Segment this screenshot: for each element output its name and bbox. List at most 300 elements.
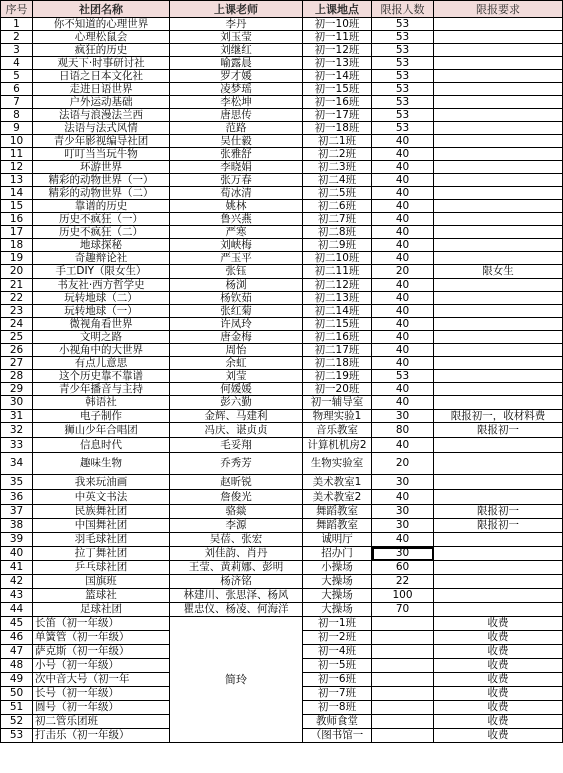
cell-requirement[interactable]: 收费 [434,659,563,673]
cell-club-name[interactable]: 圆号（初一年级） [33,701,170,715]
header-location[interactable]: 上课地点 [303,1,372,18]
cell-index[interactable]: 37 [1,505,33,519]
cell-club-name[interactable]: 初二管乐团班 [33,715,170,729]
cell-requirement[interactable] [434,83,563,96]
cell-limit[interactable]: 53 [372,96,434,109]
cell-club-name[interactable]: 疯狂的历史 [33,44,170,57]
cell-club-name[interactable]: 小视角中的大世界 [33,344,170,357]
cell-club-name[interactable]: 玩转地球（一） [33,305,170,318]
cell-club-name[interactable]: 靠谱的历史 [33,200,170,213]
cell-limit[interactable]: 70 [372,603,434,617]
cell-location[interactable]: 初一16班 [303,96,372,109]
cell-teacher[interactable]: 刘佳韵、肖丹 [170,547,303,561]
cell-index[interactable]: 46 [1,631,33,645]
cell-requirement[interactable] [434,161,563,174]
cell-club-name[interactable]: 奇趣辩论社 [33,252,170,265]
cell-index[interactable]: 15 [1,200,33,213]
cell-index[interactable]: 38 [1,519,33,533]
cell-requirement[interactable] [434,453,563,475]
cell-location[interactable]: 初二4班 [303,174,372,187]
cell-index[interactable]: 2 [1,31,33,44]
cell-location[interactable]: 生物实验室 [303,453,372,475]
header-requirement[interactable]: 限报要求 [434,1,563,18]
cell-club-name[interactable]: 小号（初一年级） [33,659,170,673]
cell-limit[interactable] [372,729,434,743]
cell-teacher[interactable]: 乔秀芳 [170,453,303,475]
cell-index[interactable]: 10 [1,135,33,148]
cell-limit[interactable] [372,631,434,645]
cell-limit[interactable]: 40 [372,226,434,239]
cell-limit[interactable] [372,715,434,729]
cell-requirement[interactable] [434,305,563,318]
cell-limit[interactable]: 40 [372,174,434,187]
cell-club-name[interactable]: 青少年播音与主持 [33,383,170,396]
cell-index[interactable]: 18 [1,239,33,252]
cell-index[interactable]: 36 [1,490,33,505]
cell-requirement[interactable]: 收费 [434,701,563,715]
cell-limit[interactable] [372,687,434,701]
cell-requirement[interactable]: 限女生 [434,265,563,279]
cell-index[interactable]: 17 [1,226,33,239]
cell-teacher[interactable]: 杨济铭 [170,575,303,589]
cell-requirement[interactable]: 收费 [434,729,563,743]
cell-location[interactable]: 初二9班 [303,239,372,252]
cell-location[interactable]: 初二14班 [303,305,372,318]
header-limit[interactable]: 限报人数 [372,1,434,18]
cell-teacher[interactable]: 刘莹 [170,370,303,383]
cell-teacher[interactable]: 荀冰清 [170,187,303,200]
cell-requirement[interactable] [434,279,563,292]
cell-teacher[interactable]: 姚林 [170,200,303,213]
cell-index[interactable]: 20 [1,265,33,279]
cell-requirement[interactable] [434,561,563,575]
cell-index[interactable]: 50 [1,687,33,701]
cell-requirement[interactable] [434,575,563,589]
cell-location[interactable]: 初二19班 [303,370,372,383]
cell-index[interactable]: 33 [1,438,33,453]
cell-requirement[interactable] [434,533,563,547]
cell-requirement[interactable] [434,213,563,226]
cell-requirement[interactable]: 限报初一 [434,423,563,438]
cell-limit[interactable]: 60 [372,561,434,575]
cell-location[interactable]: 初二1班 [303,135,372,148]
cell-index[interactable]: 8 [1,109,33,122]
cell-index[interactable]: 23 [1,305,33,318]
cell-club-name[interactable]: 书友社·西方哲学史 [33,279,170,292]
cell-location[interactable]: 大操场 [303,589,372,603]
cell-location[interactable]: 初二13班 [303,292,372,305]
cell-limit[interactable]: 40 [372,344,434,357]
cell-index[interactable]: 29 [1,383,33,396]
cell-index[interactable]: 19 [1,252,33,265]
cell-location[interactable]: 初二15班 [303,318,372,331]
cell-location[interactable]: 大操场 [303,575,372,589]
cell-limit[interactable]: 30 [372,505,434,519]
cell-requirement[interactable] [434,122,563,135]
cell-requirement[interactable] [434,31,563,44]
cell-index[interactable]: 16 [1,213,33,226]
cell-limit[interactable]: 40 [372,187,434,200]
cell-club-name[interactable]: 足球社团 [33,603,170,617]
cell-location[interactable]: 初二8班 [303,226,372,239]
cell-club-name[interactable]: 历史不疯狂（一） [33,213,170,226]
cell-teacher[interactable]: 刘玉莹 [170,31,303,44]
cell-requirement[interactable]: 收费 [434,687,563,701]
cell-limit[interactable] [372,645,434,659]
cell-requirement[interactable] [434,187,563,200]
cell-index[interactable]: 11 [1,148,33,161]
cell-limit[interactable]: 20 [372,265,434,279]
cell-teacher[interactable]: 唐金梅 [170,331,303,344]
cell-club-name[interactable]: 韩语社 [33,396,170,410]
cell-club-name[interactable]: 信息时代 [33,438,170,453]
cell-index[interactable]: 44 [1,603,33,617]
cell-club-name[interactable]: 萨克斯（初一年级） [33,645,170,659]
cell-location[interactable]: 初二5班 [303,187,372,200]
cell-requirement[interactable]: 限报初一 [434,505,563,519]
cell-location[interactable]: 初二7班 [303,213,372,226]
cell-index[interactable]: 3 [1,44,33,57]
cell-teacher[interactable]: 王莹、黄莉娜、彭明 [170,561,303,575]
cell-index[interactable]: 5 [1,70,33,83]
cell-location[interactable]: 舞蹈教室 [303,505,372,519]
cell-index[interactable]: 12 [1,161,33,174]
cell-limit[interactable]: 30 [372,547,434,561]
cell-club-name[interactable]: 这个历史靠不靠谱 [33,370,170,383]
cell-teacher[interactable]: 赵昕锐 [170,475,303,490]
cell-index[interactable]: 4 [1,57,33,70]
cell-limit[interactable]: 40 [372,490,434,505]
cell-club-name[interactable]: 乒乓球社团 [33,561,170,575]
cell-limit[interactable] [372,673,434,687]
cell-club-name[interactable]: 中国舞社团 [33,519,170,533]
cell-limit[interactable]: 53 [372,18,434,31]
cell-location[interactable]: 初二10班 [303,252,372,265]
cell-location[interactable]: 初二12班 [303,279,372,292]
cell-club-name[interactable]: 玩转地球（二） [33,292,170,305]
cell-limit[interactable]: 30 [372,410,434,423]
cell-club-name[interactable]: 环游世界 [33,161,170,174]
cell-location[interactable]: 初二18班 [303,357,372,370]
cell-requirement[interactable] [434,396,563,410]
cell-location[interactable]: 计算机机房2 [303,438,372,453]
cell-requirement[interactable] [434,383,563,396]
cell-teacher[interactable]: 严玉平 [170,252,303,265]
cell-requirement[interactable] [434,490,563,505]
cell-location[interactable]: 初二6班 [303,200,372,213]
cell-teacher[interactable]: 李丹 [170,18,303,31]
cell-requirement[interactable] [434,547,563,561]
cell-location[interactable]: 美术教室1 [303,475,372,490]
cell-club-name[interactable]: 中英文书法 [33,490,170,505]
header-index[interactable]: 序号 [1,1,33,18]
cell-index[interactable]: 6 [1,83,33,96]
cell-location[interactable]: 舞蹈教室 [303,519,372,533]
cell-teacher[interactable]: 冯庆、谌贞贞 [170,423,303,438]
cell-location[interactable]: 初一4班 [303,645,372,659]
cell-club-name[interactable]: 观天下·时事研讨社 [33,57,170,70]
cell-teacher[interactable]: 张钰 [170,265,303,279]
cell-index[interactable]: 22 [1,292,33,305]
cell-location[interactable]: 初二3班 [303,161,372,174]
cell-teacher[interactable]: 余虹 [170,357,303,370]
cell-limit[interactable]: 22 [372,575,434,589]
cell-requirement[interactable]: 收费 [434,645,563,659]
cell-teacher-merged[interactable]: 简玲 [170,617,303,743]
cell-teacher[interactable]: 喻露晨 [170,57,303,70]
cell-index[interactable]: 1 [1,18,33,31]
cell-location[interactable]: 初一14班 [303,70,372,83]
cell-requirement[interactable] [434,370,563,383]
cell-location[interactable]: 初一12班 [303,44,372,57]
cell-limit[interactable]: 40 [372,148,434,161]
cell-limit[interactable]: 53 [372,122,434,135]
cell-requirement[interactable] [434,226,563,239]
cell-club-name[interactable]: 精彩的动物世界（一） [33,174,170,187]
cell-index[interactable]: 25 [1,331,33,344]
cell-club-name[interactable]: 心理松鼠会 [33,31,170,44]
cell-requirement[interactable] [434,344,563,357]
cell-teacher[interactable]: 刘峡梅 [170,239,303,252]
cell-index[interactable]: 21 [1,279,33,292]
cell-index[interactable]: 40 [1,547,33,561]
cell-limit[interactable]: 40 [372,357,434,370]
cell-requirement[interactable]: 收费 [434,673,563,687]
cell-teacher[interactable]: 许凤玲 [170,318,303,331]
cell-limit[interactable]: 40 [372,331,434,344]
cell-index[interactable]: 48 [1,659,33,673]
cell-requirement[interactable]: 收费 [434,617,563,631]
cell-club-name[interactable]: 拉丁舞社团 [33,547,170,561]
cell-location[interactable]: 初二16班 [303,331,372,344]
cell-club-name[interactable]: 羽毛球社团 [33,533,170,547]
cell-limit[interactable]: 40 [372,252,434,265]
cell-club-name[interactable]: 单簧管（初一年级） [33,631,170,645]
cell-location[interactable]: 初一1班 [303,617,372,631]
cell-limit[interactable]: 100 [372,589,434,603]
cell-club-name[interactable]: 电子制作 [33,410,170,423]
header-teacher[interactable]: 上课老师 [170,1,303,18]
cell-club-name[interactable]: 篮球社 [33,589,170,603]
cell-limit[interactable]: 40 [372,533,434,547]
cell-limit[interactable]: 40 [372,161,434,174]
cell-limit[interactable]: 30 [372,475,434,490]
cell-limit[interactable]: 20 [372,453,434,475]
cell-club-name[interactable]: 地球探秘 [33,239,170,252]
cell-index[interactable]: 7 [1,96,33,109]
cell-index[interactable]: 39 [1,533,33,547]
cell-index[interactable]: 53 [1,729,33,743]
cell-teacher[interactable]: 李晓娟 [170,161,303,174]
cell-club-name[interactable]: 历史不疯狂（二） [33,226,170,239]
cell-requirement[interactable] [434,96,563,109]
cell-teacher[interactable]: 张红菊 [170,305,303,318]
cell-index[interactable]: 47 [1,645,33,659]
cell-teacher[interactable]: 唐思传 [170,109,303,122]
cell-location[interactable]: 初二2班 [303,148,372,161]
cell-teacher[interactable]: 金辉、马建利 [170,410,303,423]
cell-location[interactable]: 物理实验1 [303,410,372,423]
cell-teacher[interactable]: 杨钦茹 [170,292,303,305]
cell-requirement[interactable] [434,589,563,603]
cell-requirement[interactable] [434,200,563,213]
cell-club-name[interactable]: 你不知道的心理世界 [33,18,170,31]
cell-club-name[interactable]: 我来玩油画 [33,475,170,490]
cell-teacher[interactable]: 周怡 [170,344,303,357]
cell-club-name[interactable]: 法语与浪漫法兰西 [33,109,170,122]
cell-requirement[interactable] [434,357,563,370]
cell-requirement[interactable]: 限报初一，收材料费 [434,410,563,423]
cell-limit[interactable]: 40 [372,200,434,213]
cell-location[interactable]: 初一2班 [303,631,372,645]
cell-teacher[interactable]: 李源 [170,519,303,533]
cell-requirement[interactable] [434,70,563,83]
cell-club-name[interactable]: 手工DIY（限女生） [33,265,170,279]
cell-teacher[interactable]: 彭六勤 [170,396,303,410]
cell-club-name[interactable]: 叮叮当当玩牛物 [33,148,170,161]
cell-index[interactable]: 31 [1,410,33,423]
cell-limit[interactable]: 40 [372,135,434,148]
header-club-name[interactable]: 社团名称 [33,1,170,18]
cell-location[interactable]: 小操场 [303,561,372,575]
cell-club-name[interactable]: 民族舞社团 [33,505,170,519]
cell-index[interactable]: 51 [1,701,33,715]
cell-requirement[interactable] [434,174,563,187]
cell-index[interactable]: 34 [1,453,33,475]
cell-location[interactable]: 诚明厅 [303,533,372,547]
cell-club-name[interactable]: 长笛（初一年级） [33,617,170,631]
cell-teacher[interactable]: 瞿忠仪、杨凌、何海洋 [170,603,303,617]
cell-limit[interactable]: 30 [372,519,434,533]
cell-teacher[interactable]: 刘继红 [170,44,303,57]
cell-location[interactable]: 初一18班 [303,122,372,135]
cell-club-name[interactable]: 日语之日本文化社 [33,70,170,83]
cell-limit[interactable]: 53 [372,44,434,57]
cell-teacher[interactable]: 李松坤 [170,96,303,109]
cell-teacher[interactable]: 吴仕毅 [170,135,303,148]
cell-limit[interactable] [372,659,434,673]
cell-requirement[interactable]: 收费 [434,631,563,645]
cell-limit[interactable] [372,617,434,631]
cell-index[interactable]: 9 [1,122,33,135]
cell-teacher[interactable]: 凌梦瑶 [170,83,303,96]
cell-index[interactable]: 52 [1,715,33,729]
cell-requirement[interactable] [434,318,563,331]
cell-teacher[interactable]: 严寒 [170,226,303,239]
cell-teacher[interactable]: 吴蓓、张宏 [170,533,303,547]
cell-teacher[interactable]: 林建川、张思泽、杨风 [170,589,303,603]
cell-limit[interactable]: 53 [372,370,434,383]
cell-requirement[interactable] [434,57,563,70]
cell-requirement[interactable] [434,603,563,617]
cell-location[interactable]: 初一10班 [303,18,372,31]
cell-teacher[interactable]: 鲁兴燕 [170,213,303,226]
cell-requirement[interactable] [434,44,563,57]
cell-index[interactable]: 49 [1,673,33,687]
cell-requirement[interactable]: 限报初一 [434,519,563,533]
cell-limit[interactable] [372,701,434,715]
cell-club-name[interactable]: 国旗班 [33,575,170,589]
cell-club-name[interactable]: 长号（初一年级） [33,687,170,701]
cell-requirement[interactable] [434,148,563,161]
cell-requirement[interactable] [434,239,563,252]
cell-teacher[interactable]: 张雅舒 [170,148,303,161]
cell-club-name[interactable]: 微视角看世界 [33,318,170,331]
cell-location[interactable]: 初二17班 [303,344,372,357]
cell-location[interactable]: （图书馆一 [303,729,372,743]
cell-limit[interactable]: 40 [372,318,434,331]
cell-limit[interactable]: 40 [372,239,434,252]
cell-limit[interactable]: 40 [372,305,434,318]
cell-limit[interactable]: 40 [372,396,434,410]
cell-club-name[interactable]: 走进日语世界 [33,83,170,96]
cell-index[interactable]: 35 [1,475,33,490]
cell-teacher[interactable]: 骆燚 [170,505,303,519]
cell-teacher[interactable]: 杨浏 [170,279,303,292]
cell-club-name[interactable]: 户外运动基础 [33,96,170,109]
cell-limit[interactable]: 53 [372,31,434,44]
cell-location[interactable]: 教师食堂 [303,715,372,729]
cell-limit[interactable]: 53 [372,70,434,83]
cell-requirement[interactable] [434,252,563,265]
cell-limit[interactable]: 53 [372,83,434,96]
cell-requirement[interactable] [434,438,563,453]
cell-location[interactable]: 初一13班 [303,57,372,70]
cell-location[interactable]: 大操场 [303,603,372,617]
cell-location[interactable]: 初一8班 [303,701,372,715]
cell-index[interactable]: 27 [1,357,33,370]
cell-location[interactable]: 音乐教室 [303,423,372,438]
cell-limit[interactable]: 40 [372,213,434,226]
cell-index[interactable]: 41 [1,561,33,575]
cell-location[interactable]: 初一辅导室 [303,396,372,410]
cell-index[interactable]: 42 [1,575,33,589]
cell-limit[interactable]: 40 [372,383,434,396]
cell-teacher[interactable]: 张万春 [170,174,303,187]
cell-location[interactable]: 初一7班 [303,687,372,701]
cell-teacher[interactable]: 何媛媛 [170,383,303,396]
cell-requirement[interactable] [434,109,563,122]
cell-club-name[interactable]: 次中音大号（初一年 [33,673,170,687]
cell-limit[interactable]: 40 [372,279,434,292]
cell-limit[interactable]: 53 [372,109,434,122]
cell-index[interactable]: 45 [1,617,33,631]
cell-club-name[interactable]: 精彩的动物世界（二） [33,187,170,200]
cell-location[interactable]: 初一5班 [303,659,372,673]
cell-requirement[interactable] [434,475,563,490]
cell-club-name[interactable]: 法语与法式风情 [33,122,170,135]
cell-location[interactable]: 招办门 [303,547,372,561]
cell-location[interactable]: 初一11班 [303,31,372,44]
cell-requirement[interactable] [434,292,563,305]
cell-index[interactable]: 28 [1,370,33,383]
cell-index[interactable]: 32 [1,423,33,438]
cell-club-name[interactable]: 狮山少年合唱团 [33,423,170,438]
cell-requirement[interactable] [434,135,563,148]
cell-location[interactable]: 初一20班 [303,383,372,396]
cell-limit[interactable]: 53 [372,57,434,70]
cell-location[interactable]: 初一6班 [303,673,372,687]
cell-requirement[interactable] [434,18,563,31]
cell-club-name[interactable]: 青少年影视编导社团 [33,135,170,148]
cell-teacher[interactable]: 范路 [170,122,303,135]
cell-location[interactable]: 初二11班 [303,265,372,279]
cell-teacher[interactable]: 詹俊光 [170,490,303,505]
cell-club-name[interactable]: 趣味生物 [33,453,170,475]
cell-location[interactable]: 初一15班 [303,83,372,96]
cell-index[interactable]: 24 [1,318,33,331]
cell-index[interactable]: 14 [1,187,33,200]
